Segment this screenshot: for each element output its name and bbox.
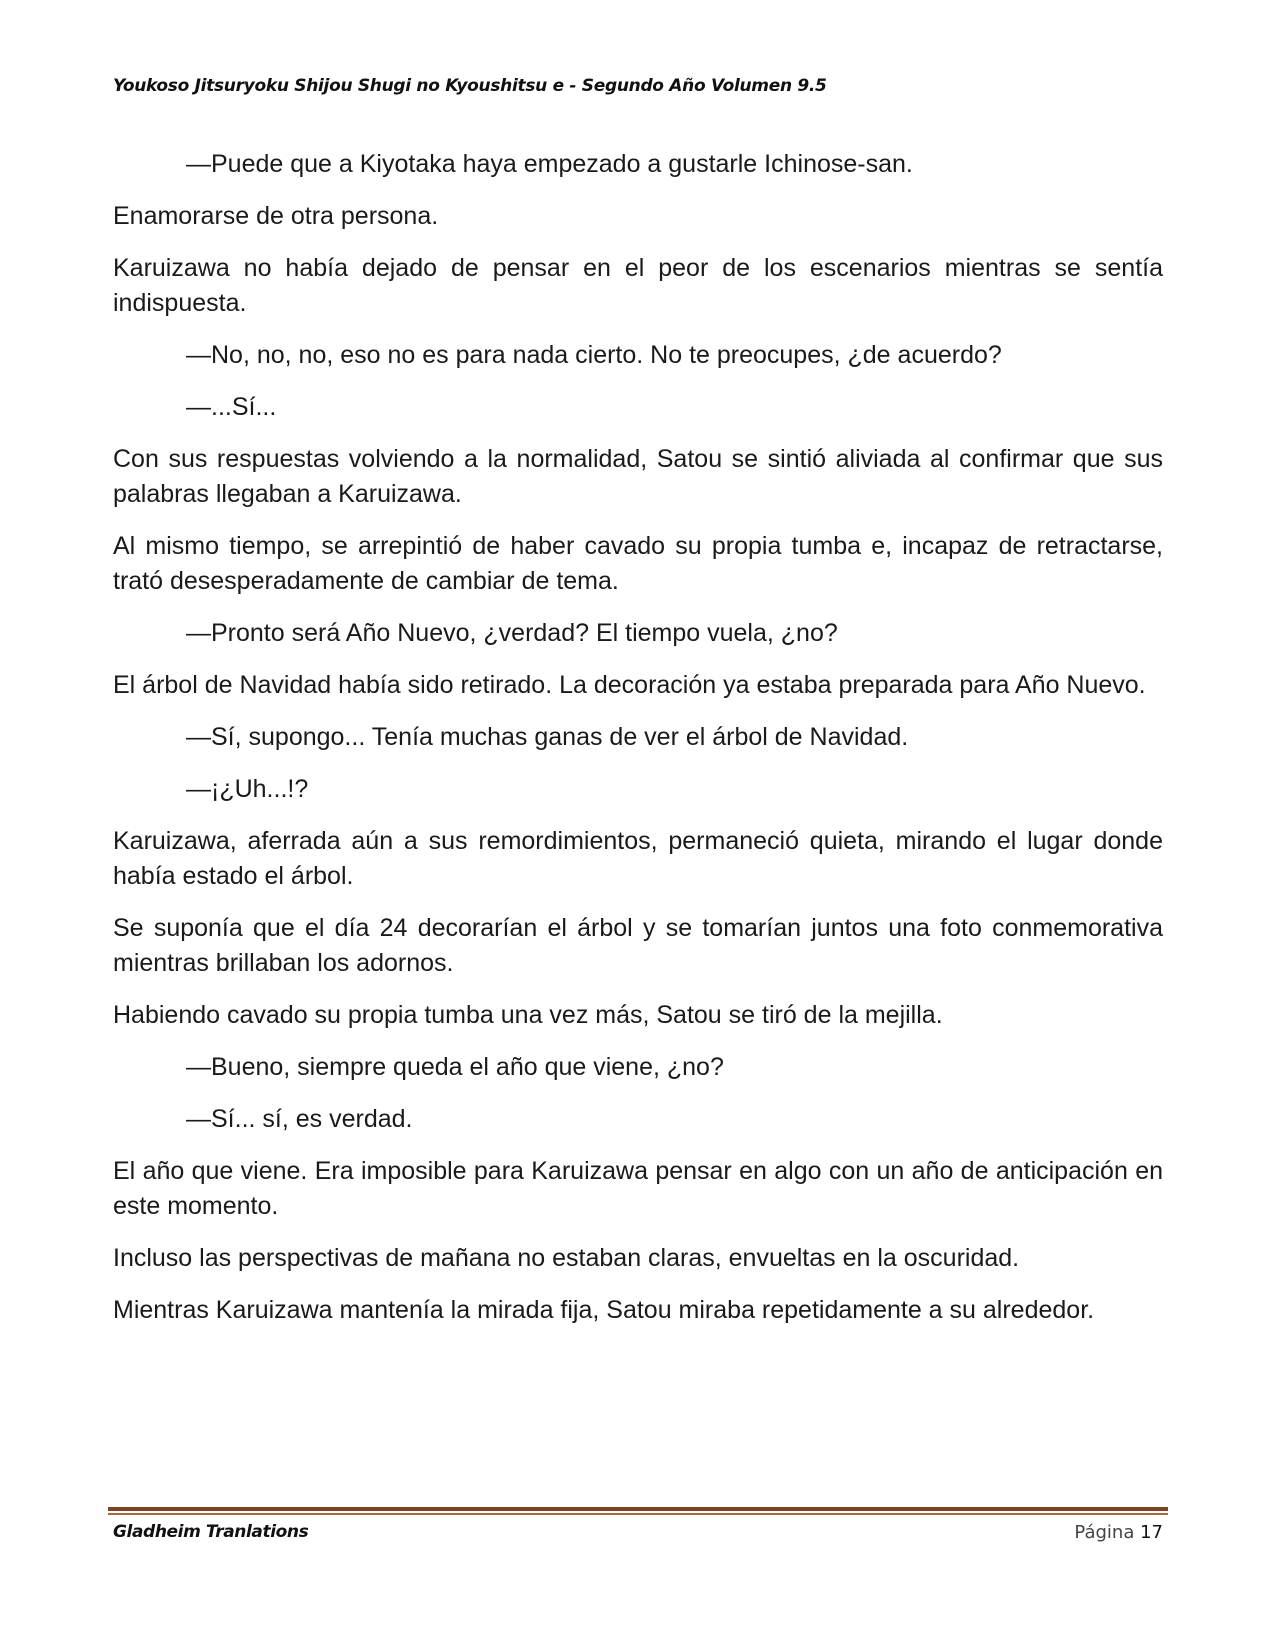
- paragraph: —...Sí...: [186, 393, 277, 421]
- footer-divider-thin: [108, 1513, 1168, 1515]
- paragraph: Karuizawa no había dejado de pensar en el peor de los escenarios mientras se sentía indispuesta.: [113, 254, 1163, 317]
- paragraph: —Pronto será Año Nuevo, ¿verdad? El tiempo vuela, ¿no?: [186, 619, 838, 647]
- page-label: Página: [1074, 1522, 1135, 1543]
- paragraph: El año que viene. Era imposible para Karuizawa pensar en algo con un año de anticipación en este momento.: [113, 1157, 1163, 1220]
- paragraph: Al mismo tiempo, se arrepintió de haber cavado su propia tumba e, incapaz de retractarse, trató desesperadamente de cambiar de tema.: [113, 532, 1163, 595]
- paragraph: —No, no, no, eso no es para nada cierto. No te preocupes, ¿de acuerdo?: [186, 341, 1002, 369]
- paragraph: El árbol de Navidad había sido retirado. La decoración ya estaba preparada para Año Nuevo.: [113, 671, 1146, 699]
- paragraph: Enamorarse de otra persona.: [113, 202, 439, 230]
- paragraph: Incluso las perspectivas de mañana no estaban claras, envueltas en la oscuridad.: [113, 1244, 1020, 1272]
- running-header: Youkoso Jitsuryoku Shijou Shugi no Kyoushitsu e - Segundo Año Volumen 9.5: [113, 76, 827, 96]
- paragraph: Con sus respuestas volviendo a la normalidad, Satou se sintió aliviada al confirmar que sus palabras llegaban a Karuizawa.: [113, 445, 1163, 508]
- page-number: 17: [1140, 1522, 1163, 1543]
- paragraph: Mientras Karuizawa mantenía la mirada fija, Satou miraba repetidamente a su alrededor.: [113, 1296, 1095, 1324]
- paragraph: Habiendo cavado su propia tumba una vez más, Satou se tiró de la mejilla.: [113, 1001, 943, 1029]
- paragraph: —Sí, supongo... Tenía muchas ganas de ver el árbol de Navidad.: [186, 723, 909, 751]
- paragraph: —Sí... sí, es verdad.: [186, 1105, 413, 1133]
- paragraph: —Bueno, siempre queda el año que viene, ¿no?: [186, 1053, 724, 1081]
- paragraph: Se suponía que el día 24 decorarían el árbol y se tomarían juntos una foto conmemorativa mientras brillaban los adornos.: [113, 914, 1163, 977]
- paragraph: —Puede que a Kiyotaka haya empezado a gustarle Ichinose-san.: [186, 150, 913, 178]
- footer-page: [1074, 1522, 1163, 1543]
- footer-translator: Gladheim Tranlations: [113, 1522, 309, 1542]
- paragraph: Karuizawa, aferrada aún a sus remordimientos, permaneció quieta, mirando el lugar donde había estado el árbol.: [113, 827, 1163, 890]
- footer-divider-thick: [108, 1507, 1168, 1511]
- paragraph: —¡¿Uh...!?: [186, 775, 309, 803]
- page-body: [113, 147, 1163, 1345]
